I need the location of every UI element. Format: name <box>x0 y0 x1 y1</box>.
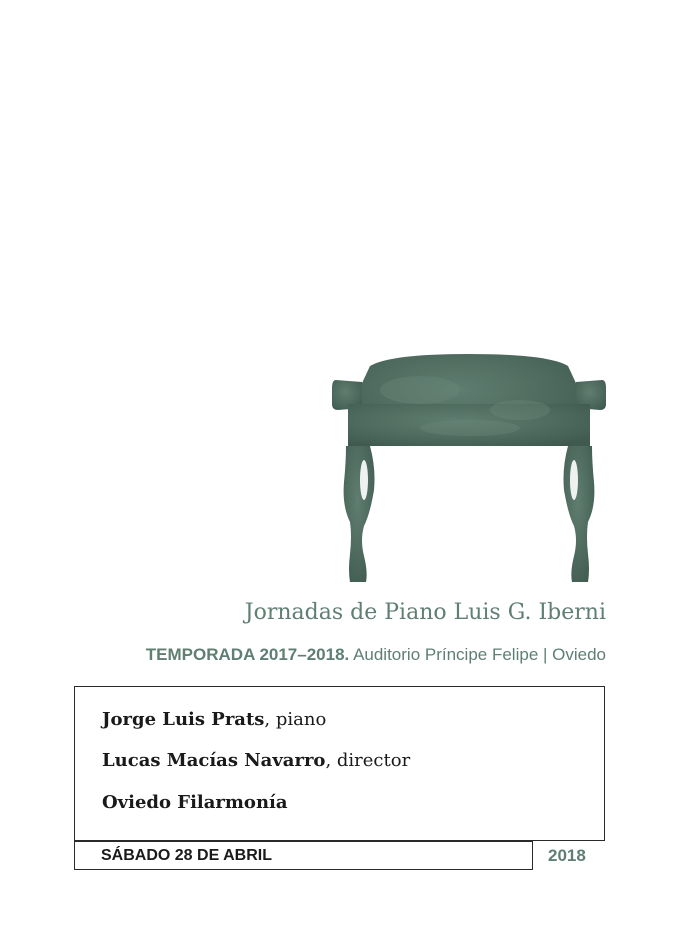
performer-role: , piano <box>264 709 327 730</box>
performer-role: , director <box>325 750 411 771</box>
series-title: Jornadas de Piano Luis G. Iberni <box>244 600 606 625</box>
performer-name: Lucas Macías Navarro <box>102 750 326 771</box>
season-label: TEMPORADA 2017–2018. <box>145 645 350 664</box>
concert-year: 2018 <box>548 846 586 865</box>
performer-name: Jorge Luis Prats <box>102 709 265 730</box>
venue: Auditorio Príncipe Felipe | Oviedo <box>353 645 606 664</box>
concert-date: SÁBADO 28 DE ABRIL <box>74 841 533 870</box>
piano-bench-icon <box>330 350 608 586</box>
performer-name: Oviedo Filarmonía <box>102 792 288 813</box>
performer-soloist <box>102 709 326 730</box>
performer-orchestra <box>102 792 288 813</box>
performers-box <box>74 686 605 841</box>
performer-conductor <box>102 750 410 771</box>
season-line <box>60 645 606 665</box>
